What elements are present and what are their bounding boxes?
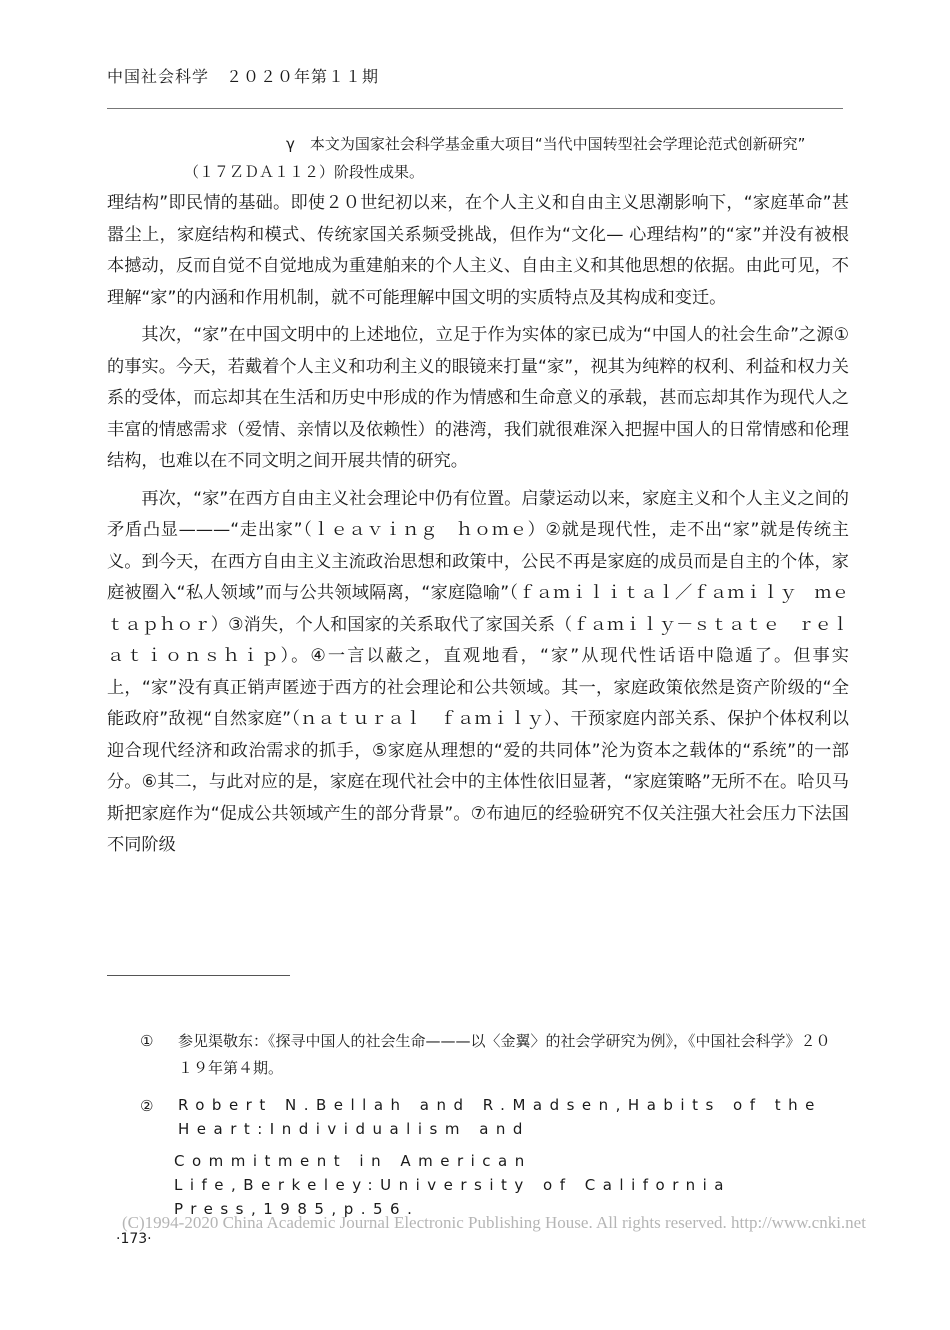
journal-header: 中国社会科学 ２０２０年第１１期 — [107, 67, 380, 86]
footnote-2-mark: ② — [140, 1097, 154, 1115]
footnote-2-line-2: Commitment in American Life,Berkeley:University of California Press,1985,p.56. — [174, 1152, 731, 1218]
paragraph-3: 再次，“家”在西方自由主义社会理论中仍有位置。启蒙运动以来，家庭主义和个人主义之间的矛盾凸显———“走出家”（ｌｅａｖｉｎｇ ｈｏｍｅ）②就是现代性，走不出“家”就是传统主义。到今天，在西方自由主义主流政治思想和政策中，公民不再是家庭的成员而是自主的个体，家庭被圈入“私人领域”而与公共领域隔离，“家庭隐喻”（ｆａｍｉｌｉｔａｌ／ｆａｍｉｌｙ ｍｅｔａｐｈｏｒ）③消失，个人和国家的关系取代了家国关系（ｆａｍｉｌｙ－ｓｔａｔｅ ｒｅｌａｔｉｏｎｓｈｉｐ）。④一言以蔽之，直观地看，“家”从现代性话语中隐遁了。但事实上，“家”没有真正销声匿迹于西方的社会理论和公共领域。其一，家庭政策依然是资产阶级的“全能政府”敌视“自然家庭”（ｎａｔｕｒａｌ ｆａｍｉｌｙ）、干预家庭内部关系、保护个体权利以迎合现代经济和政治需求的抓手，⑤家庭从理想的“爱的共同体”沦为资本之载体的“系统”的一部分。⑥其二，与此对应的是，家庭在现代社会中的主体性依旧显著，“家庭策略”无所不在。哈贝马斯把家庭作为“促成公共领域产生的部分背景”。⑦布迪厄的经验研究不仅关注强大社会压力下法国不同阶级 — [107, 488, 849, 855]
funding-note-line-2: （１７ＺＤＡ１１２）阶段性成果。 — [184, 163, 425, 181]
funding-symbol: γ — [286, 135, 295, 153]
funding-note — [108, 130, 848, 186]
funding-note-line-1 — [108, 130, 848, 158]
footnote-2 — [140, 1093, 860, 1221]
footnote-1-mark: ① — [140, 1032, 154, 1050]
paragraph-2: 其次，“家”在中国文明中的上述地位，立足于作为实体的家已成为“中国人的社会生命”之源①的事实。今天，若戴着个人主义和功利主义的眼镜来打量“家”，视其为纯粹的权利、利益和权力关系的受体，而忘却其在生活和历史中形成的作为情感和生命意义的承载，甚而忘却其作为现代人之丰富的情感需求（爱情、亲情以及依赖性）的港湾，我们就很难深入把握中国人的日常情感和伦理结构，也难以在不同文明之间开展共情的研究。 — [107, 325, 849, 471]
footnote-2-line-1: Robert N.Bellah and R.Madsen,Habits of the Heart:Individualism and — [178, 1096, 822, 1138]
footnote-rule — [107, 975, 290, 976]
main-text — [107, 188, 849, 862]
paragraph-1: 理结构”即民情的基础。即使２０世纪初以来，在个人主义和自由主义思潮影响下，“家庭革命”甚嚣尘上，家庭结构和模式、传统家国关系频受挑战，但作为“文化— 心理结构”的“家”并没有被根本撼动，反而自觉不自觉地成为重建舶来的个人主义、自由主义和其他思想的依据。由此可见，不理解“家”的内涵和作用机制，就不可能理解中国文明的实质特点及其构成和变迁。 — [107, 193, 849, 308]
footnote-1 — [140, 1028, 840, 1082]
header-rule — [107, 108, 843, 109]
copyright-watermark: (C)1994-2020 China Academic Journal Electronic Publishing House. All rights reserved. http://www.cnki.net — [122, 1213, 866, 1232]
page-number: ·173· — [116, 1231, 152, 1247]
footnote-1-text: 参见渠敬东：《探寻中国人的社会生命———以〈金翼〉的社会学研究为例》，《中国社会科学》２０１９年第４期。 — [178, 1032, 831, 1077]
funding-text-1: 本文为国家社会科学基金重大项目“当代中国转型社会学理论范式创新研究” — [309, 135, 806, 153]
